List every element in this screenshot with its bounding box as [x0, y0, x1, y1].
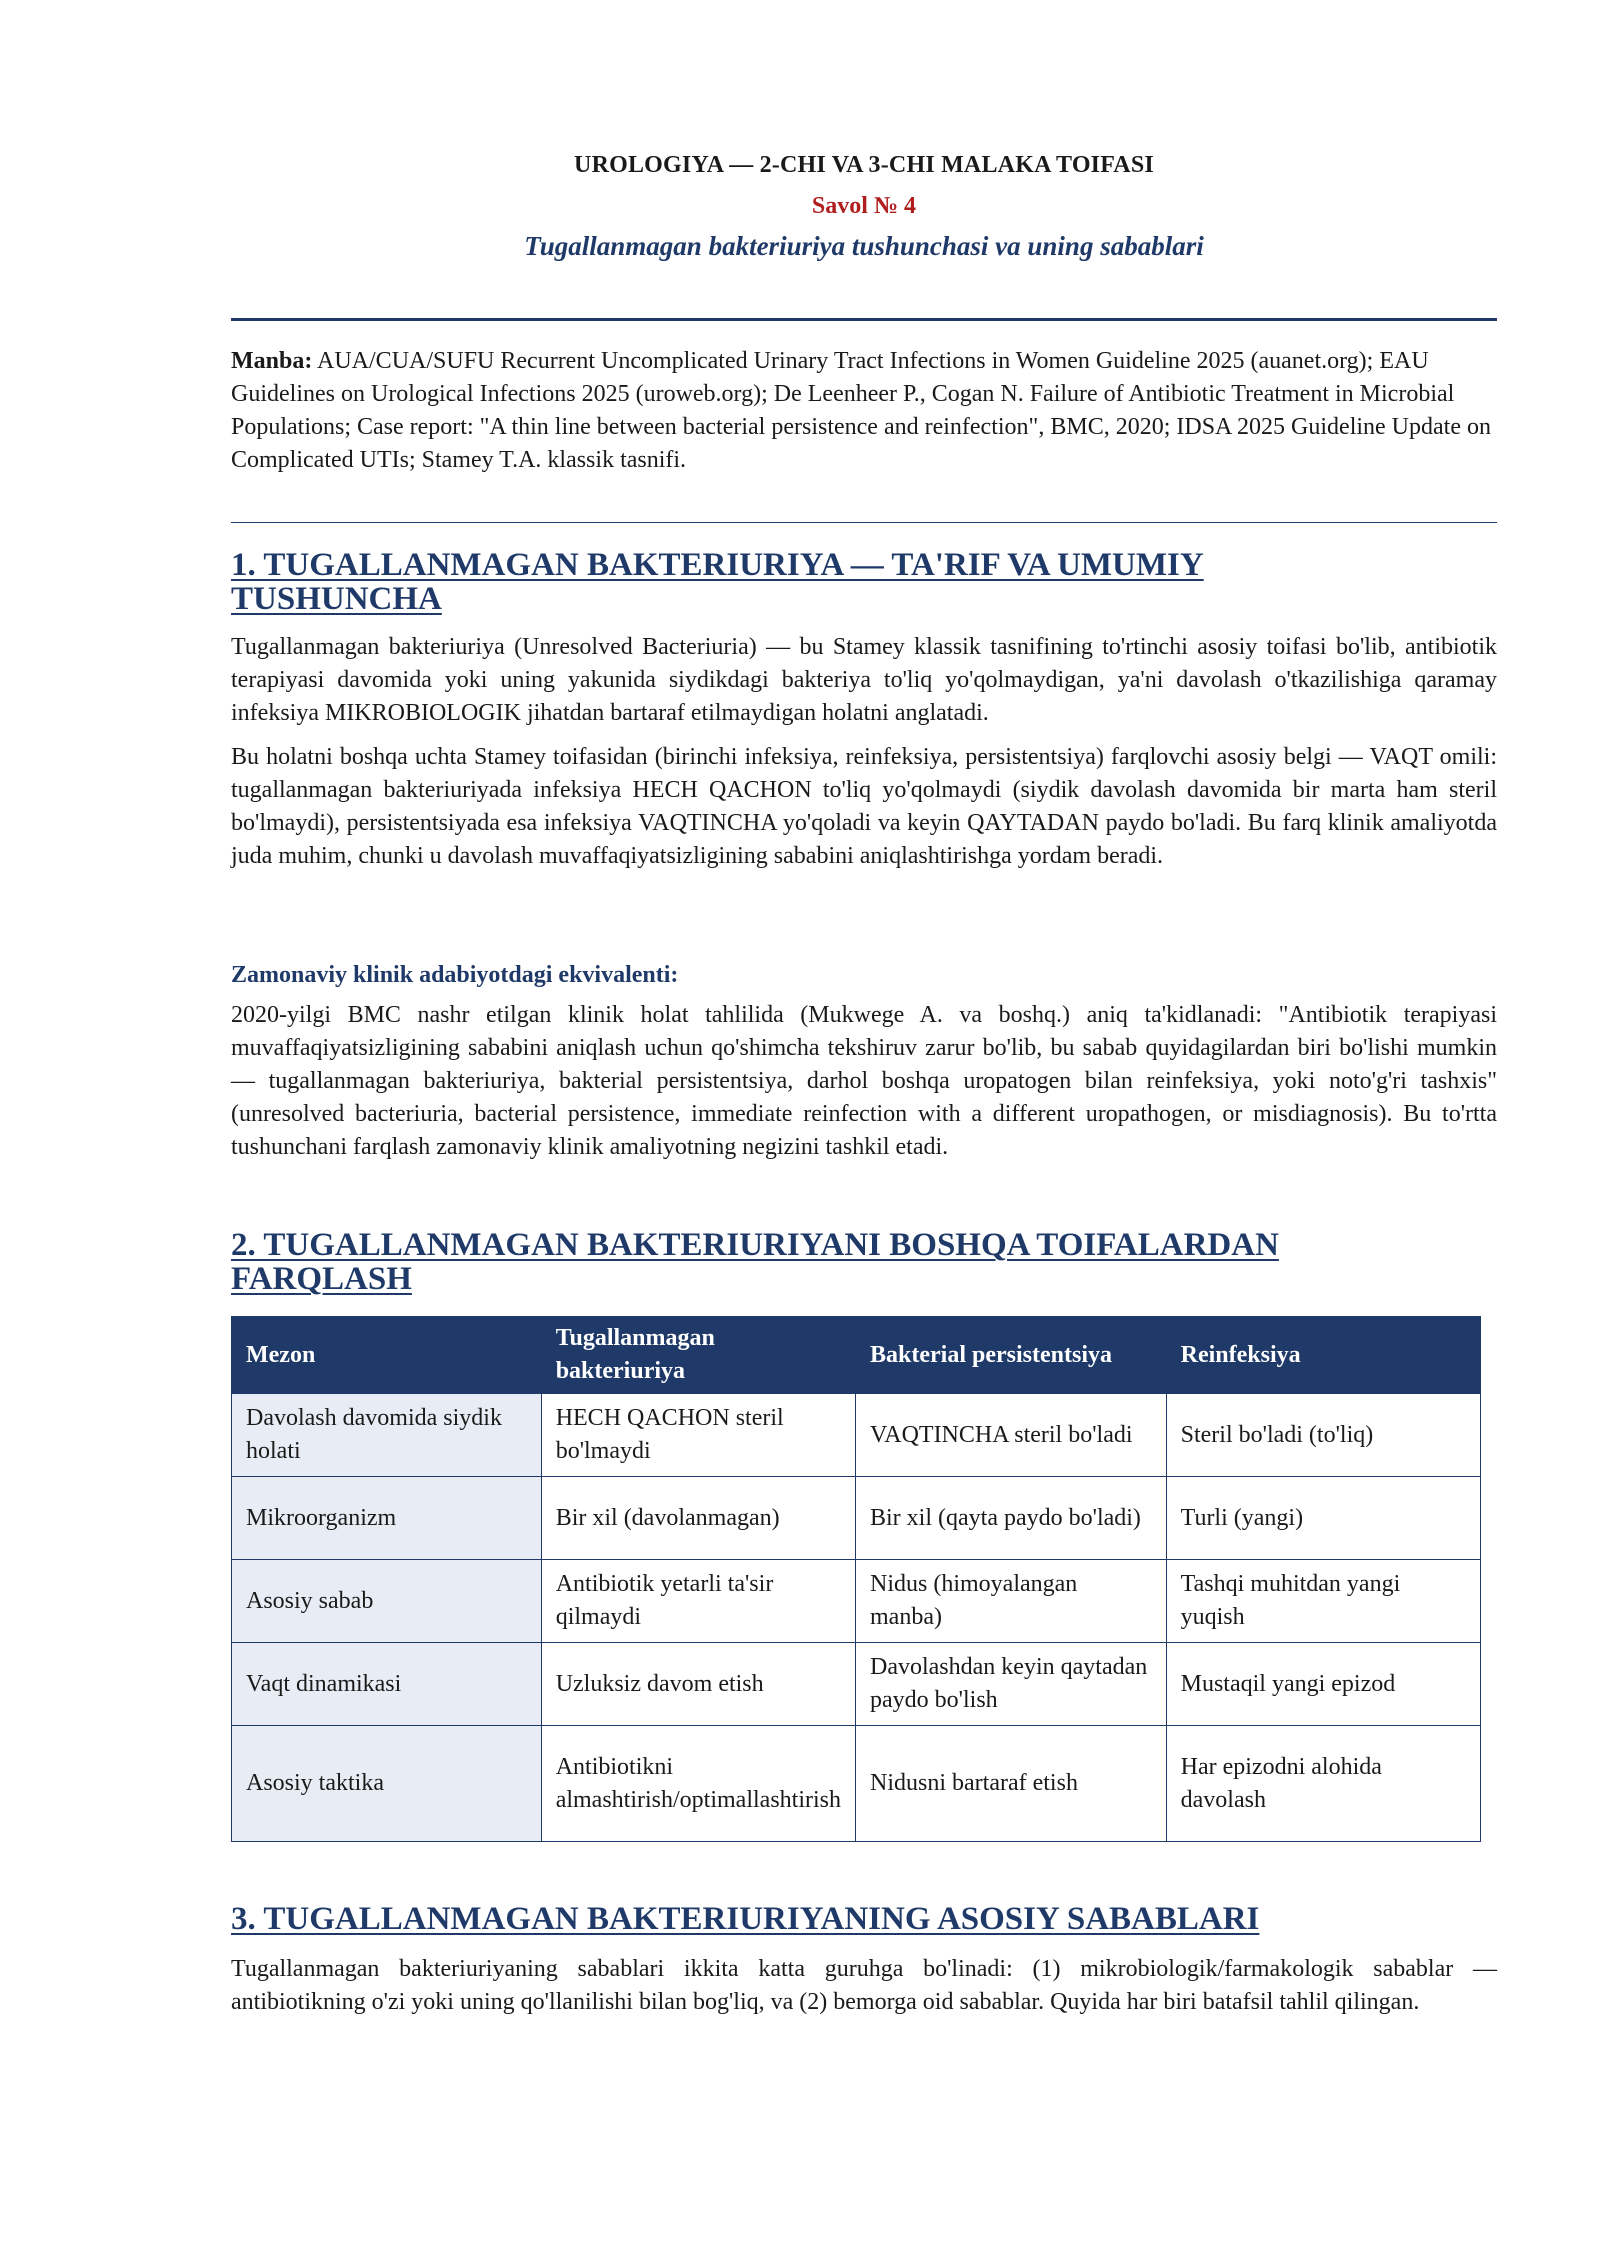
section-1-subheading: Zamonaviy klinik adabiyotdagi ekvivalenti: [231, 962, 679, 988]
table-cell: Tashqi muhitdan yangi yuqish [1166, 1560, 1480, 1643]
table-cell: Antibiotikni almashtirish/optimallashtirish [541, 1726, 855, 1842]
table-header-cell: Reinfeksiya [1166, 1317, 1480, 1394]
table-header-row [232, 1317, 1481, 1394]
table-header-cell: Tugallanmagan bakteriuriya [541, 1317, 855, 1394]
table-row [232, 1560, 1481, 1643]
table-row [232, 1726, 1481, 1842]
table-header-cell: Mezon [232, 1317, 542, 1394]
table-cell: Antibiotik yetarli ta'sir qilmaydi [541, 1560, 855, 1643]
section-2-heading-line-2: FARQLASH [231, 1261, 412, 1297]
document-subtitle: Tugallanmagan bakteriuriya tushunchasi va uning sabablari [524, 231, 1204, 261]
comparison-table [231, 1316, 1481, 1842]
table-row [232, 1394, 1481, 1477]
table-cell: Bir xil (davolanmagan) [541, 1477, 855, 1560]
table-cell: Davolash davomida siydik holati [232, 1394, 542, 1477]
section-1-heading-line-1: 1. TUGALLANMAGAN BAKTERIURIYA — TA'RIF VA UMUMIY [231, 547, 1204, 583]
table-cell: Mikroorganizm [232, 1477, 542, 1560]
table-cell: Bir xil (qayta paydo bo'ladi) [856, 1477, 1167, 1560]
table-cell: Davolashdan keyin qaytadan paydo bo'lish [856, 1643, 1167, 1726]
section-1-paragraph-2: Bu holatni boshqa uchta Stamey toifasidan (birinchi infeksiya, reinfeksiya, persistentsiya) farqlovchi asosiy belgi — VAQT omili: tugallanmagan bakteriuriyada infeksiya HECH QACHON to'liq yo'qolmaydi (siydik davolash davomida bir marta ham steril bo'lmaydi), persistentsiyada esa infeksiya VAQTINCHA yo'qoladi va keyin QAYTADAN paydo bo'ladi. Bu farq klinik amaliyotda juda muhim, chunki u davolash muvaffaqiyatsizligining sababini aniqlashtirishga yordam beradi. [231, 744, 1497, 869]
section-3-paragraph-1: Tugallanmagan bakteriuriyaning sabablari ikkita katta guruhga bo'linadi: (1) mikrobiologik/farmakologik sabablar — antibiotikning o'zi yoki uning qo'llanilishi bilan bog'liq, va (2) bemorga oid sabablar. Quyida har biri batafsil tahlil qilingan. [231, 1956, 1497, 2015]
source-label: Manba: [231, 348, 313, 374]
source-block [231, 345, 1497, 477]
table-cell: Nidusni bartaraf etish [856, 1726, 1167, 1842]
table-row [232, 1477, 1481, 1560]
table-cell: Asosiy taktika [232, 1726, 542, 1842]
source-text: AUA/CUA/SUFU Recurrent Uncomplicated Urinary Tract Infections in Women Guideline 2025 (auanet.org); EAU Guidelines on Urological Infections 2025 (uroweb.org); De Leenheer P., Cogan N. Failure of Antibiotic Treatment in Microbial Populations; Case report: "A thin line between bacterial persistence and reinfection", BMC, 2020; IDSA 2025 Guideline Update on Complicated UTIs; Stamey T.A. klassik tasnifi. [231, 348, 1491, 473]
table-cell: Steril bo'ladi (to'liq) [1166, 1394, 1480, 1477]
section-3-heading-text: 3. TUGALLANMAGAN BAKTERIURIYANING ASOSIY SABABLARI [231, 1901, 1260, 1937]
section-2-heading [231, 1228, 1279, 1296]
table-cell: Asosiy sabab [232, 1560, 542, 1643]
section-1-heading-line-2: TUSHUNCHA [231, 581, 442, 617]
section-2-heading-line-1: 2. TUGALLANMAGAN BAKTERIURIYANI BOSHQA TOIFALARDAN [231, 1227, 1279, 1263]
table-cell: Turli (yangi) [1166, 1477, 1480, 1560]
table-cell: Uzluksiz davom etish [541, 1643, 855, 1726]
question-number: Savol № 4 [811, 193, 917, 219]
table-header-cell: Bakterial persistentsiya [856, 1317, 1167, 1394]
header-divider [231, 318, 1497, 321]
section-1-heading [231, 548, 1204, 616]
table-cell: HECH QACHON steril bo'lmaydi [541, 1394, 855, 1477]
document-title: UROLOGIYA — 2-CHI VA 3-CHI MALAKA TOIFASI [574, 152, 1154, 178]
table-cell: Mustaqil yangi epizod [1166, 1643, 1480, 1726]
table-cell: Har epizodni alohida davolash [1166, 1726, 1480, 1842]
section-3-heading [231, 1902, 1259, 1936]
table-row [232, 1643, 1481, 1726]
table-cell: VAQTINCHA steril bo'ladi [856, 1394, 1167, 1477]
section-1-paragraph-1: Tugallanmagan bakteriuriya (Unresolved Bacteriuria) — bu Stamey klassik tasnifining to'rtinchi asosiy toifasi bo'lib, antibiotik terapiyasi davomida yoki uning yakunida siydikdagi bakteriya to'liq yo'qolmaydigan, ya'ni davolash o'tkazilishiga qaramay infeksiya MIKROBIOLOGIK jihatdan bartaraf etilmaydigan holatni anglatadi. [231, 634, 1497, 726]
table-cell: Nidus (himoyalangan manba) [856, 1560, 1167, 1643]
table-cell: Vaqt dinamikasi [232, 1643, 542, 1726]
source-divider [231, 522, 1497, 523]
section-1-paragraph-3: 2020-yilgi BMC nashr etilgan klinik holat tahlilida (Mukwege A. va boshq.) aniq ta'kidlanadi: "Antibiotik terapiyasi muvaffaqiyatsizligining sababini aniqlash uchun qo'shimcha tekshiruv zarur bo'lib, bu sabab quyidagilardan biri bo'lishi mumkin — tugallanmagan bakteriuriya, bakterial persistentsiya, darhol boshqa uropatogen bilan reinfeksiya, yoki noto'g'ri tashxis" (unresolved bacteriuria, bacterial persistence, immediate reinfection with a different uropathogen, or misdiagnosis). Bu to'rtta tushunchani farqlash zamonaviy klinik amaliyotning negizini tashkil etadi. [231, 1002, 1497, 1160]
